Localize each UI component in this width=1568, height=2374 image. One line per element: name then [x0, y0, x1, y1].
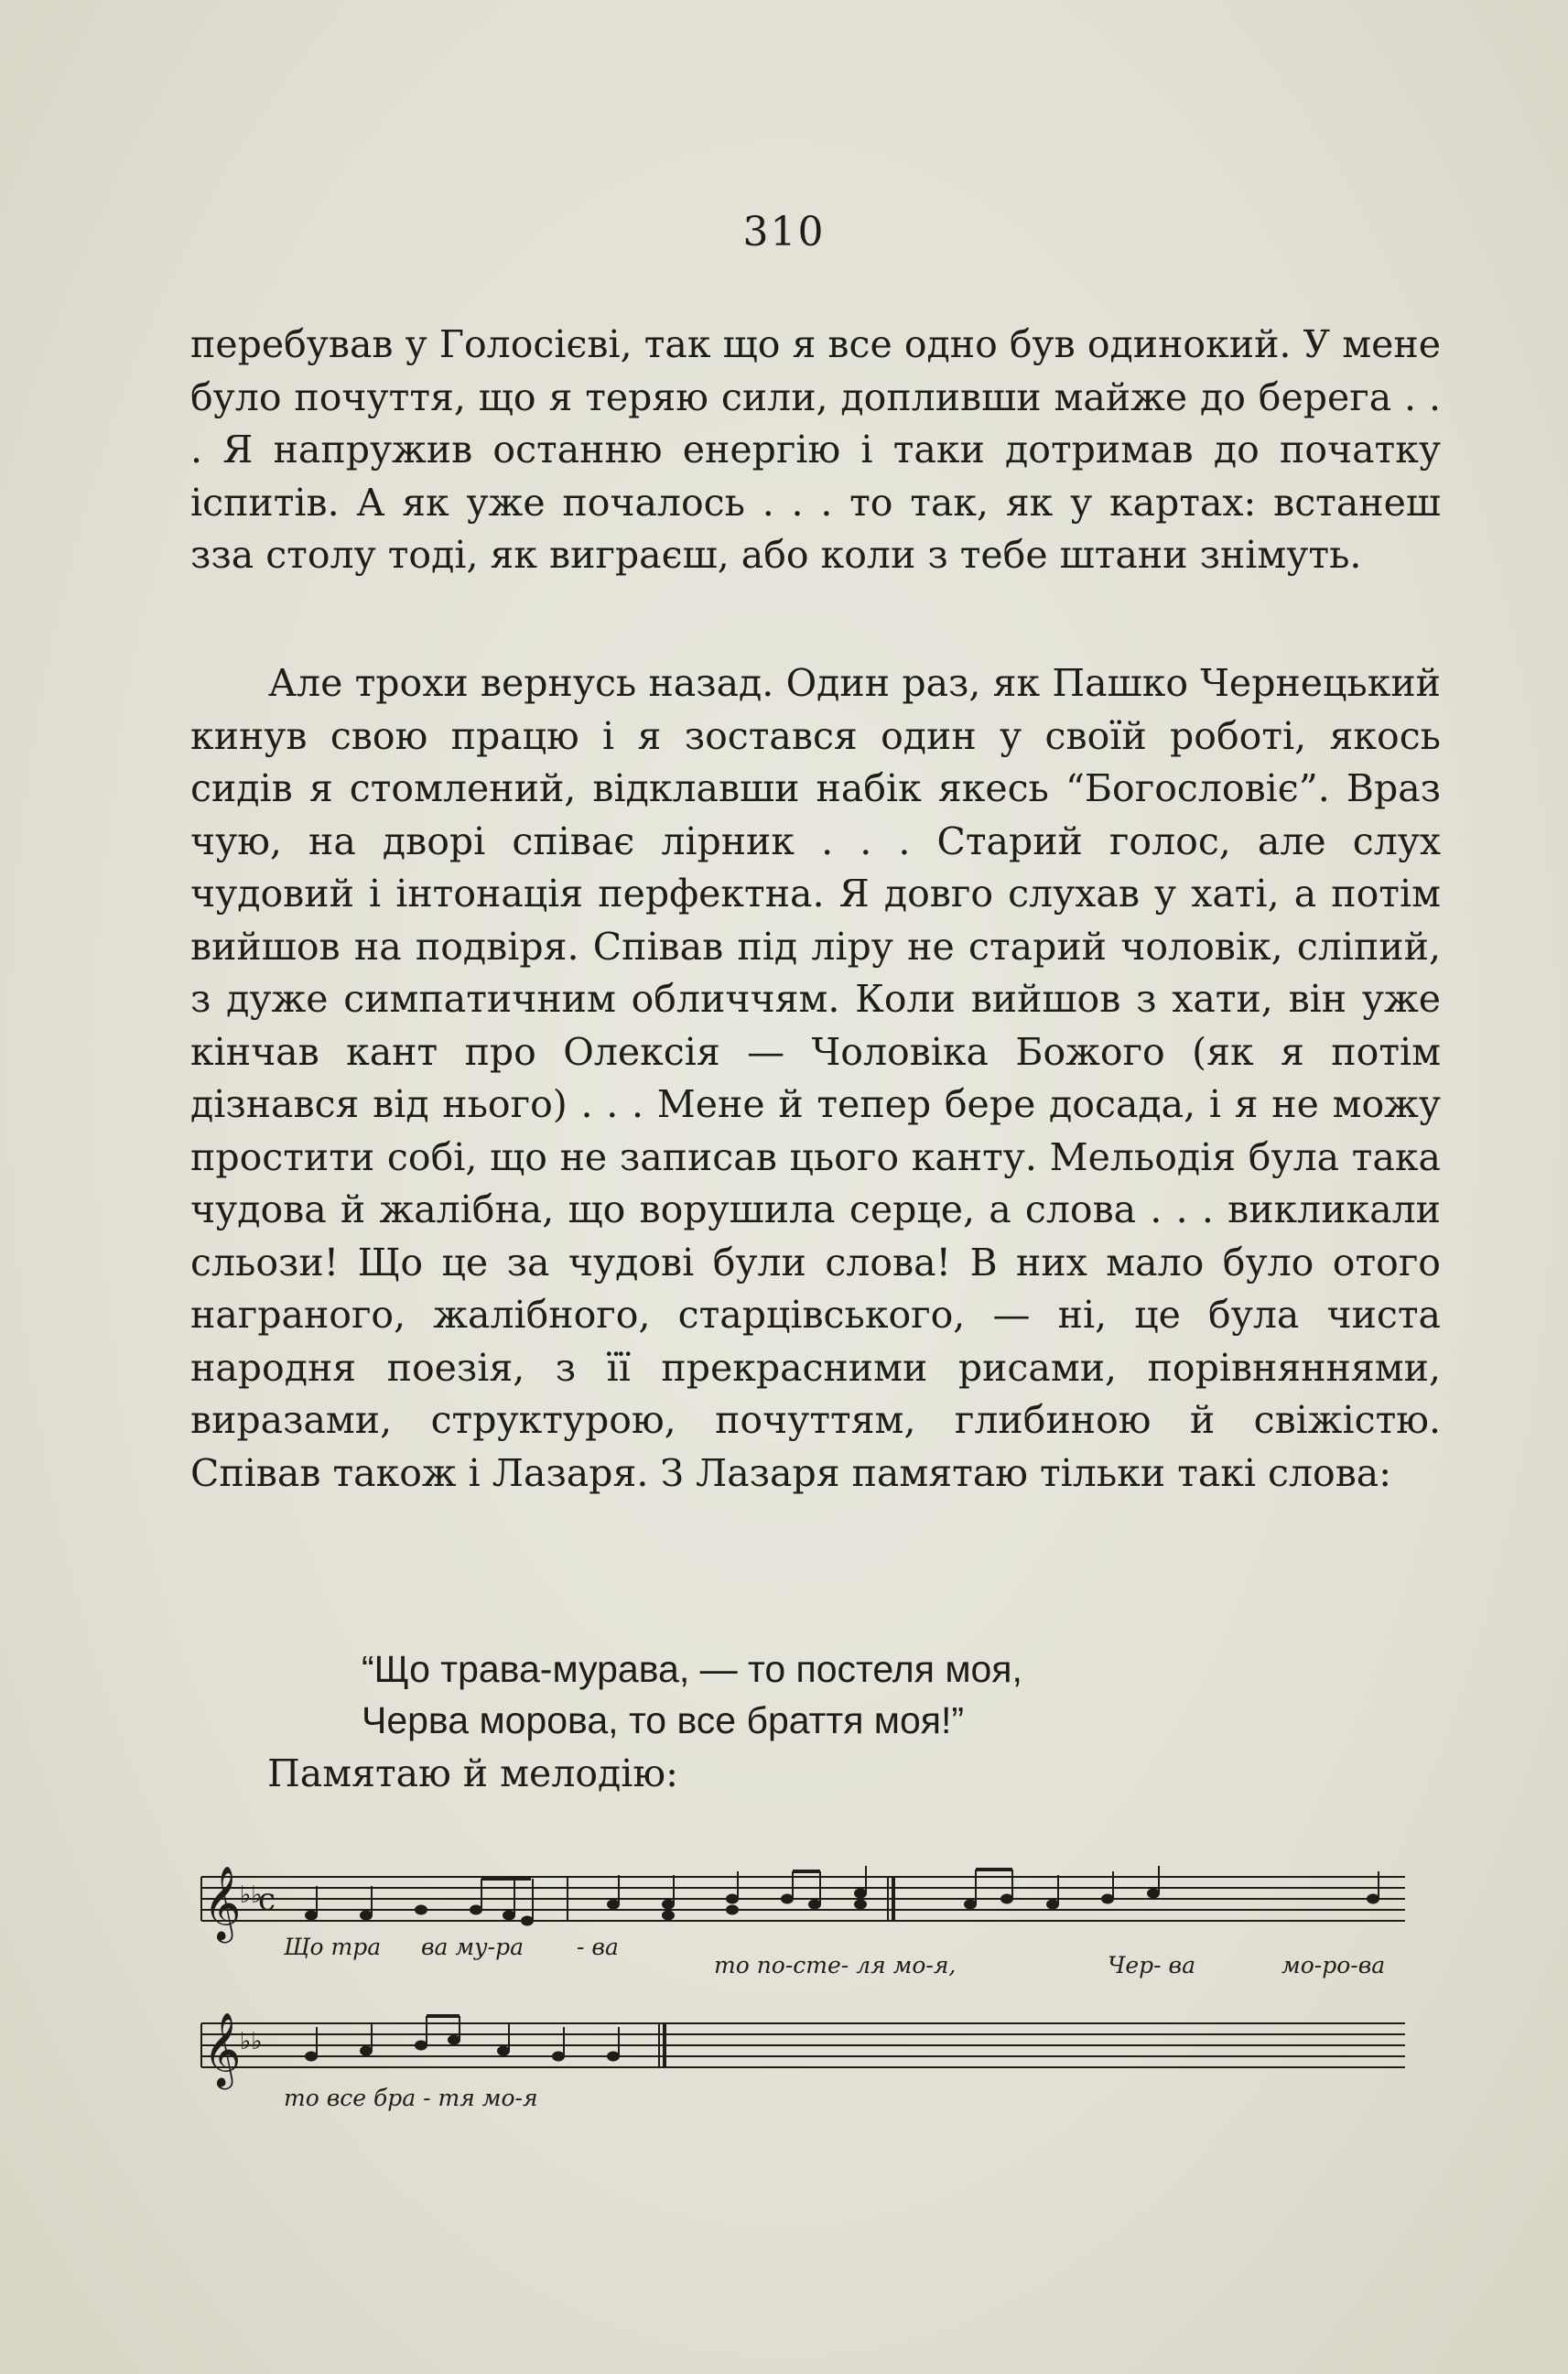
- treble-clef-icon: [203, 1865, 241, 1943]
- svg-text:мо-ро-ва: мо-ро-ва: [1281, 1952, 1386, 1978]
- paragraph-1: перебував у Голосієві, так що я все одно був одинокий. У мене було почуття, що я теряю сили, допливши майже до берега . . . Я напружив останню енергію і таки дотримав до початку іспитів. А як уже почалось . . . то так, як у картах: встанеш зза столу тоді, як виграєш, або коли з тебе штани знімуть.: [190, 322, 1441, 577]
- staff-2: [201, 2023, 1405, 2067]
- verse-line-2: Черва морова, то все браття моя!”: [362, 1699, 965, 1741]
- paragraph-2-block: [190, 657, 1441, 1500]
- staff-1: [201, 1877, 1405, 1921]
- svg-text:ва му-ра: ва му-ра: [421, 1934, 524, 1960]
- svg-text:𝄞: 𝄞: [203, 2011, 242, 2087]
- music-notation: [183, 1849, 1410, 2142]
- common-time-icon: c: [258, 1881, 276, 1918]
- page-number: 310: [742, 209, 826, 255]
- svg-text:Чер- ва: Чер- ва: [1108, 1952, 1195, 1978]
- verse-line-1: “Що трава-мурава, — то постеля моя,: [362, 1648, 1022, 1690]
- svg-text:то все бра - тя мо-я: то все бра - тя мо-я: [284, 2085, 538, 2111]
- paragraph-2: Але трохи вернусь назад. Один раз, як Пашко Чернецький кинув свою працю і я зостався один у своїй роботі, якось сидів я стомлений, відклавши набік якесь “Богословіє”. Враз чую, на дворі співає лірник . . . Старий голос, але слух чудовий і інтонація перфектна. Я довго слухав у хаті, а потім вийшов на подвіря. Співав під ліру не старий чоловік, сліпий, з дуже симпатичним обличчям. Коли вийшов з хати, він уже кінчав кант про Олексія — Чоловіка Божого (як я потім дізнався від нього) . . . Мене й тепер бере досада, і я не можу простити собі, що не записав цього канту. Мельодія була така чудова й жалібна, що ворушила серце, а слова . . . викликали сльози! Що це за чудові були слова! В них мало було отого награного, жалібного, старцівського, — ні, це була чиста народня поезія, з її прекрасними рисами, порівняннями, виразами, структурою, почуттям, глибиною й свіжістю. Співав також і Лазаря. З Лазаря памятаю тільки такі слова:: [190, 661, 1441, 1495]
- notes-staff-1: [306, 1866, 1379, 1925]
- svg-text:𝄞: 𝄞: [203, 1865, 242, 1940]
- verse-quote: [362, 1643, 1022, 1746]
- svg-text:- ва: - ва: [577, 1934, 619, 1960]
- flat-sign-icon: ♭♭: [240, 2028, 263, 2055]
- lyrics-line-1: [283, 1934, 1385, 1978]
- lyrics-line-2: [284, 2085, 538, 2111]
- svg-text:Що тра: Що тра: [284, 1934, 382, 1960]
- svg-text:то по-сте- ля мо-я,: то по-сте- ля мо-я,: [714, 1952, 957, 1978]
- treble-clef-icon: [203, 2011, 241, 2089]
- paragraph-1-block: [190, 319, 1441, 582]
- melody-label: Памятаю й мелодію:: [267, 1751, 678, 1795]
- flat-sign-icon: ♭♭: [240, 1881, 263, 1909]
